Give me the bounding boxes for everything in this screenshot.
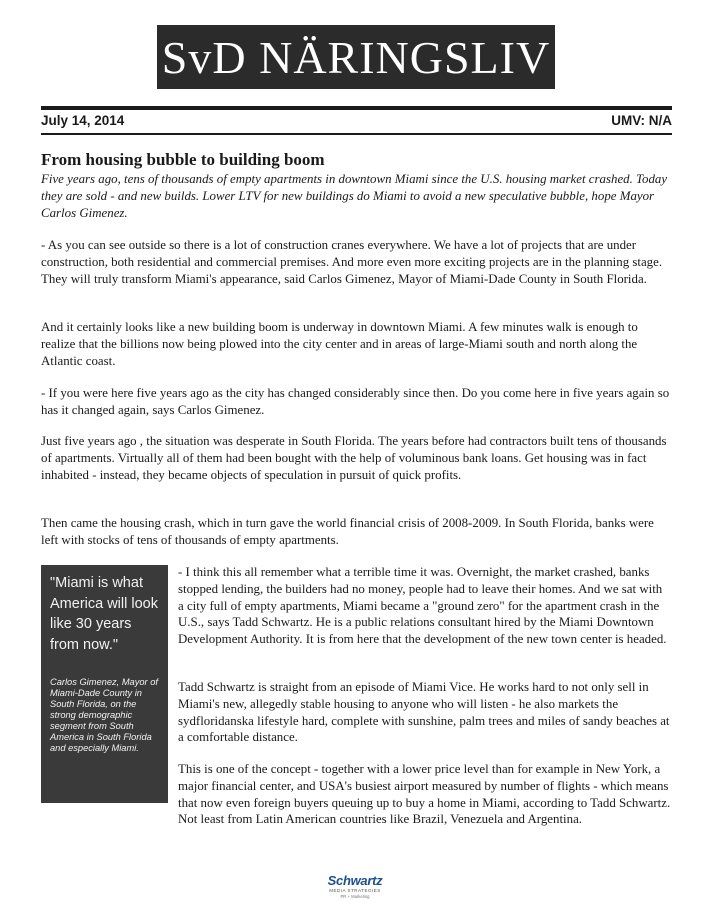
- umv-value: UMV: N/A: [611, 113, 672, 128]
- article-lead: Five years ago, tens of thousands of empty apartments in downtown Miami since the U.S. housing market crashed. Today they are sold - and new builds. Lower LTV for new buildings do Miami to avoid a new speculative bubble, hope Mayor Carlos Gimenez.: [41, 172, 668, 220]
- paragraph-6: - I think this all remember what a terrible time it was. Overnight, the market crashed, banks stopped lending, the builders had no money, people had to leave their homes. And we sat with a city full of empty apartments, Miami became a "ground zero" for the apartment crash in the U.S., says Tadd Schwartz. He is a public relations consultant hired by the Miami Downtown Development Authority. It is from here that the development of the new town center is headed.: [178, 565, 667, 647]
- pull-quote-attribution: Carlos Gimenez, Mayor of Miami-Dade County in South Florida, on the strong demographic segment from South America in South Florida and especially Miami.: [50, 677, 158, 753]
- paragraph-7: Tadd Schwartz is straight from an episode of Miami Vice. He works hard to not only sell in Miami's new, allegedly stable housing to anyone who will listen - he also markets the sydfloridanska lifestyle hard, complete with sunshine, palm trees and miles of sandy beaches at a comfortable distance.: [178, 680, 670, 745]
- footer-logo: [318, 874, 392, 900]
- paragraph-4: Just five years ago , the situation was desperate in South Florida. The years before had contractors built tens of thousands of apartments. Virtually all of them had been bought with the help of voluminous bank loans. Get housing was in fact inhabited - instead, they became objects of speculation in pursuit of quick profits.: [41, 434, 667, 482]
- header-rule-top: [41, 106, 672, 110]
- paragraph-3: - If you were here five years ago as the city has changed considerably since then. Do you come here in five years again so has it changed again, says Carlos Gimenez.: [41, 386, 670, 417]
- masthead-logo: [157, 25, 555, 89]
- pull-quote-text: "Miami is what America will look like 30 years from now.": [50, 575, 158, 653]
- logo-tagline: PR + Marketing: [340, 894, 370, 899]
- header-rule-bottom: [41, 133, 672, 135]
- masthead-title: SvD NÄRINGSLIV: [161, 31, 551, 83]
- logo-name: Schwartz: [327, 873, 383, 888]
- paragraph-2: And it certainly looks like a new building boom is underway in downtown Miami. A few minutes walk is enough to realize that the billions now being plowed into the city center and in areas of large-Miami south and north along the Atlantic coast.: [41, 320, 638, 368]
- pull-quote-spacer: [41, 761, 178, 828]
- meta-row: [41, 113, 672, 128]
- paragraph-5: Then came the housing crash, which in turn gave the world financial crisis of 2008-2009. In South Florida, banks were left with stocks of tens of thousands of empty apartments.: [41, 516, 654, 547]
- paragraph-8-wrapper: [41, 761, 671, 828]
- paragraph-8: This is one of the concept - together with a lower price level than for example in New York, a major financial center, and USA's busiest airport measured by number of flights - which means that now even foreign buyers queuing up to buy a home in Miami, according to Tadd Schwartz. Not least from Latin American countries like Brazil, Venezuela and Argentina.: [178, 762, 671, 827]
- article-headline: From housing bubble to building boom: [41, 150, 325, 169]
- publication-date: July 14, 2014: [41, 113, 125, 128]
- logo-subtitle: MEDIA STRATEGIES: [329, 888, 381, 893]
- paragraph-1: - As you can see outside so there is a lot of construction cranes everywhere. We have a lot of projects that are under construction, both residential and commercial premises. And more even more exciting projects are in the planning stage. They will truly transform Miami's appearance, said Carlos Gimenez, Mayor of Miami-Dade County in South Florida.: [41, 238, 663, 286]
